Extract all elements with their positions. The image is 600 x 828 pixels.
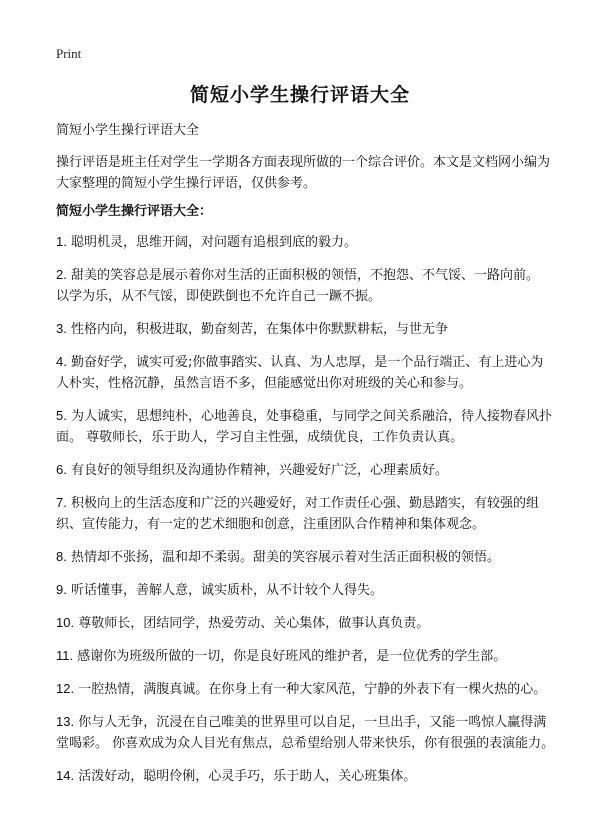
section-heading: 简短小学生操行评语大全： — [56, 204, 213, 219]
comment-list — [56, 231, 556, 798]
comment-number: 6. — [56, 462, 67, 477]
comment-item — [56, 579, 556, 601]
comment-text: 勤奋好学，诚实可爱;你做事踏实、认真、为人忠厚，是一个品行端正、有上进心为人朴实，性格沉静，虽然言语不多，但能感觉出你对班级的关心和参与。 — [56, 355, 544, 391]
document-subtitle: 简短小学生操行评语大全 — [56, 123, 200, 138]
comment-item — [56, 678, 556, 700]
comment-text: 一腔热情，满腹真诚。在你身上有一种大家风范，宁静的外表下有一棵火热的心。 — [78, 682, 547, 697]
comment-text: 听话懂事，善解人意，诚实质朴，从不计较个人得失。 — [70, 583, 383, 598]
comment-number: 11. — [56, 648, 74, 663]
comment-text: 热情却不张扬，温和却不柔弱。甜美的笑容展示着对生活正面积极的领悟。 — [70, 550, 500, 565]
comment-item — [56, 645, 556, 667]
comment-text: 甜美的笑容总是展示着你对生活的正面积极的领悟，不抱怨、不气馁、一路向前。 以学为乐，从不气馁，即使跌倒也不允许自己一蹶不振。 — [56, 268, 539, 304]
comment-text: 为人诚实，思想纯朴，心地善良，处事稳重，与同学之间关系融洽，待人接物春风扑面。 尊敬师长，乐于助人，学习自主性强，成绩优良，工作负责认真。 — [56, 409, 552, 445]
comment-number: 8. — [56, 549, 67, 564]
comment-item — [56, 318, 556, 340]
comment-item — [56, 351, 556, 394]
print-link[interactable]: Print — [56, 46, 82, 61]
comment-number: 5. — [56, 408, 67, 423]
intro-paragraph: 操行评语是班主任对学生一学期各方面表现所做的一个综合评价。本文是文档网小编为大家整理的简短小学生操行评语，仅供参考。 — [56, 155, 551, 191]
comment-number: 1. — [56, 234, 67, 249]
comment-item — [56, 546, 556, 568]
comment-number: 12. — [56, 681, 75, 696]
comment-text: 尊敬师长，团结同学，热爱劳动、关心集体，做事认真负责。 — [78, 616, 430, 631]
comment-text: 性格内向，积极进取，勤奋刻苦，在集体中你默默耕耘，与世无争 — [70, 322, 448, 337]
comment-item — [56, 231, 556, 253]
comment-number: 4. — [56, 354, 67, 369]
comment-item — [56, 765, 556, 787]
comment-number: 2. — [56, 267, 67, 282]
comment-item — [56, 492, 556, 535]
comment-item — [56, 264, 556, 307]
comment-item — [56, 612, 556, 634]
comment-item — [56, 711, 556, 754]
comment-text: 有良好的领导组织及沟通协作精神，兴趣爱好广泛，心理素质好。 — [70, 463, 448, 478]
comment-text: 感谢你为班级所做的一切，你是良好班风的维护者，是一位优秀的学生部。 — [77, 649, 507, 664]
comment-text: 聪明机灵，思维开阔，对问题有追根到底的毅力。 — [70, 235, 357, 250]
comment-number: 10. — [56, 615, 75, 630]
comment-number: 9. — [56, 582, 67, 597]
document-title: 简短小学生操行评语大全 — [189, 84, 410, 106]
comment-number: 14. — [56, 768, 75, 783]
comment-text: 积极向上的生活态度和广泛的兴趣爱好，对工作责任心强、勤恳踏实，有较强的组织、宣传能力，有一定的艺术细胞和创意，注重团队合作精神和集体观念。 — [56, 496, 539, 532]
comment-number: 3. — [56, 321, 67, 336]
comment-text: 你与人无争，沉浸在自己唯美的世界里可以自足，一旦出手，又能一鸣惊人赢得满堂喝彩。 你喜欢成为众人目光有焦点，总希望给别人带来快乐，你有很强的表演能力。 — [56, 715, 555, 751]
comment-text: 活泼好动，聪明伶俐，心灵手巧，乐于助人，关心班集体。 — [78, 769, 417, 784]
comment-number: 13. — [56, 714, 75, 729]
comment-item — [56, 459, 556, 481]
comment-item — [56, 405, 556, 448]
comment-number: 7. — [56, 495, 67, 510]
